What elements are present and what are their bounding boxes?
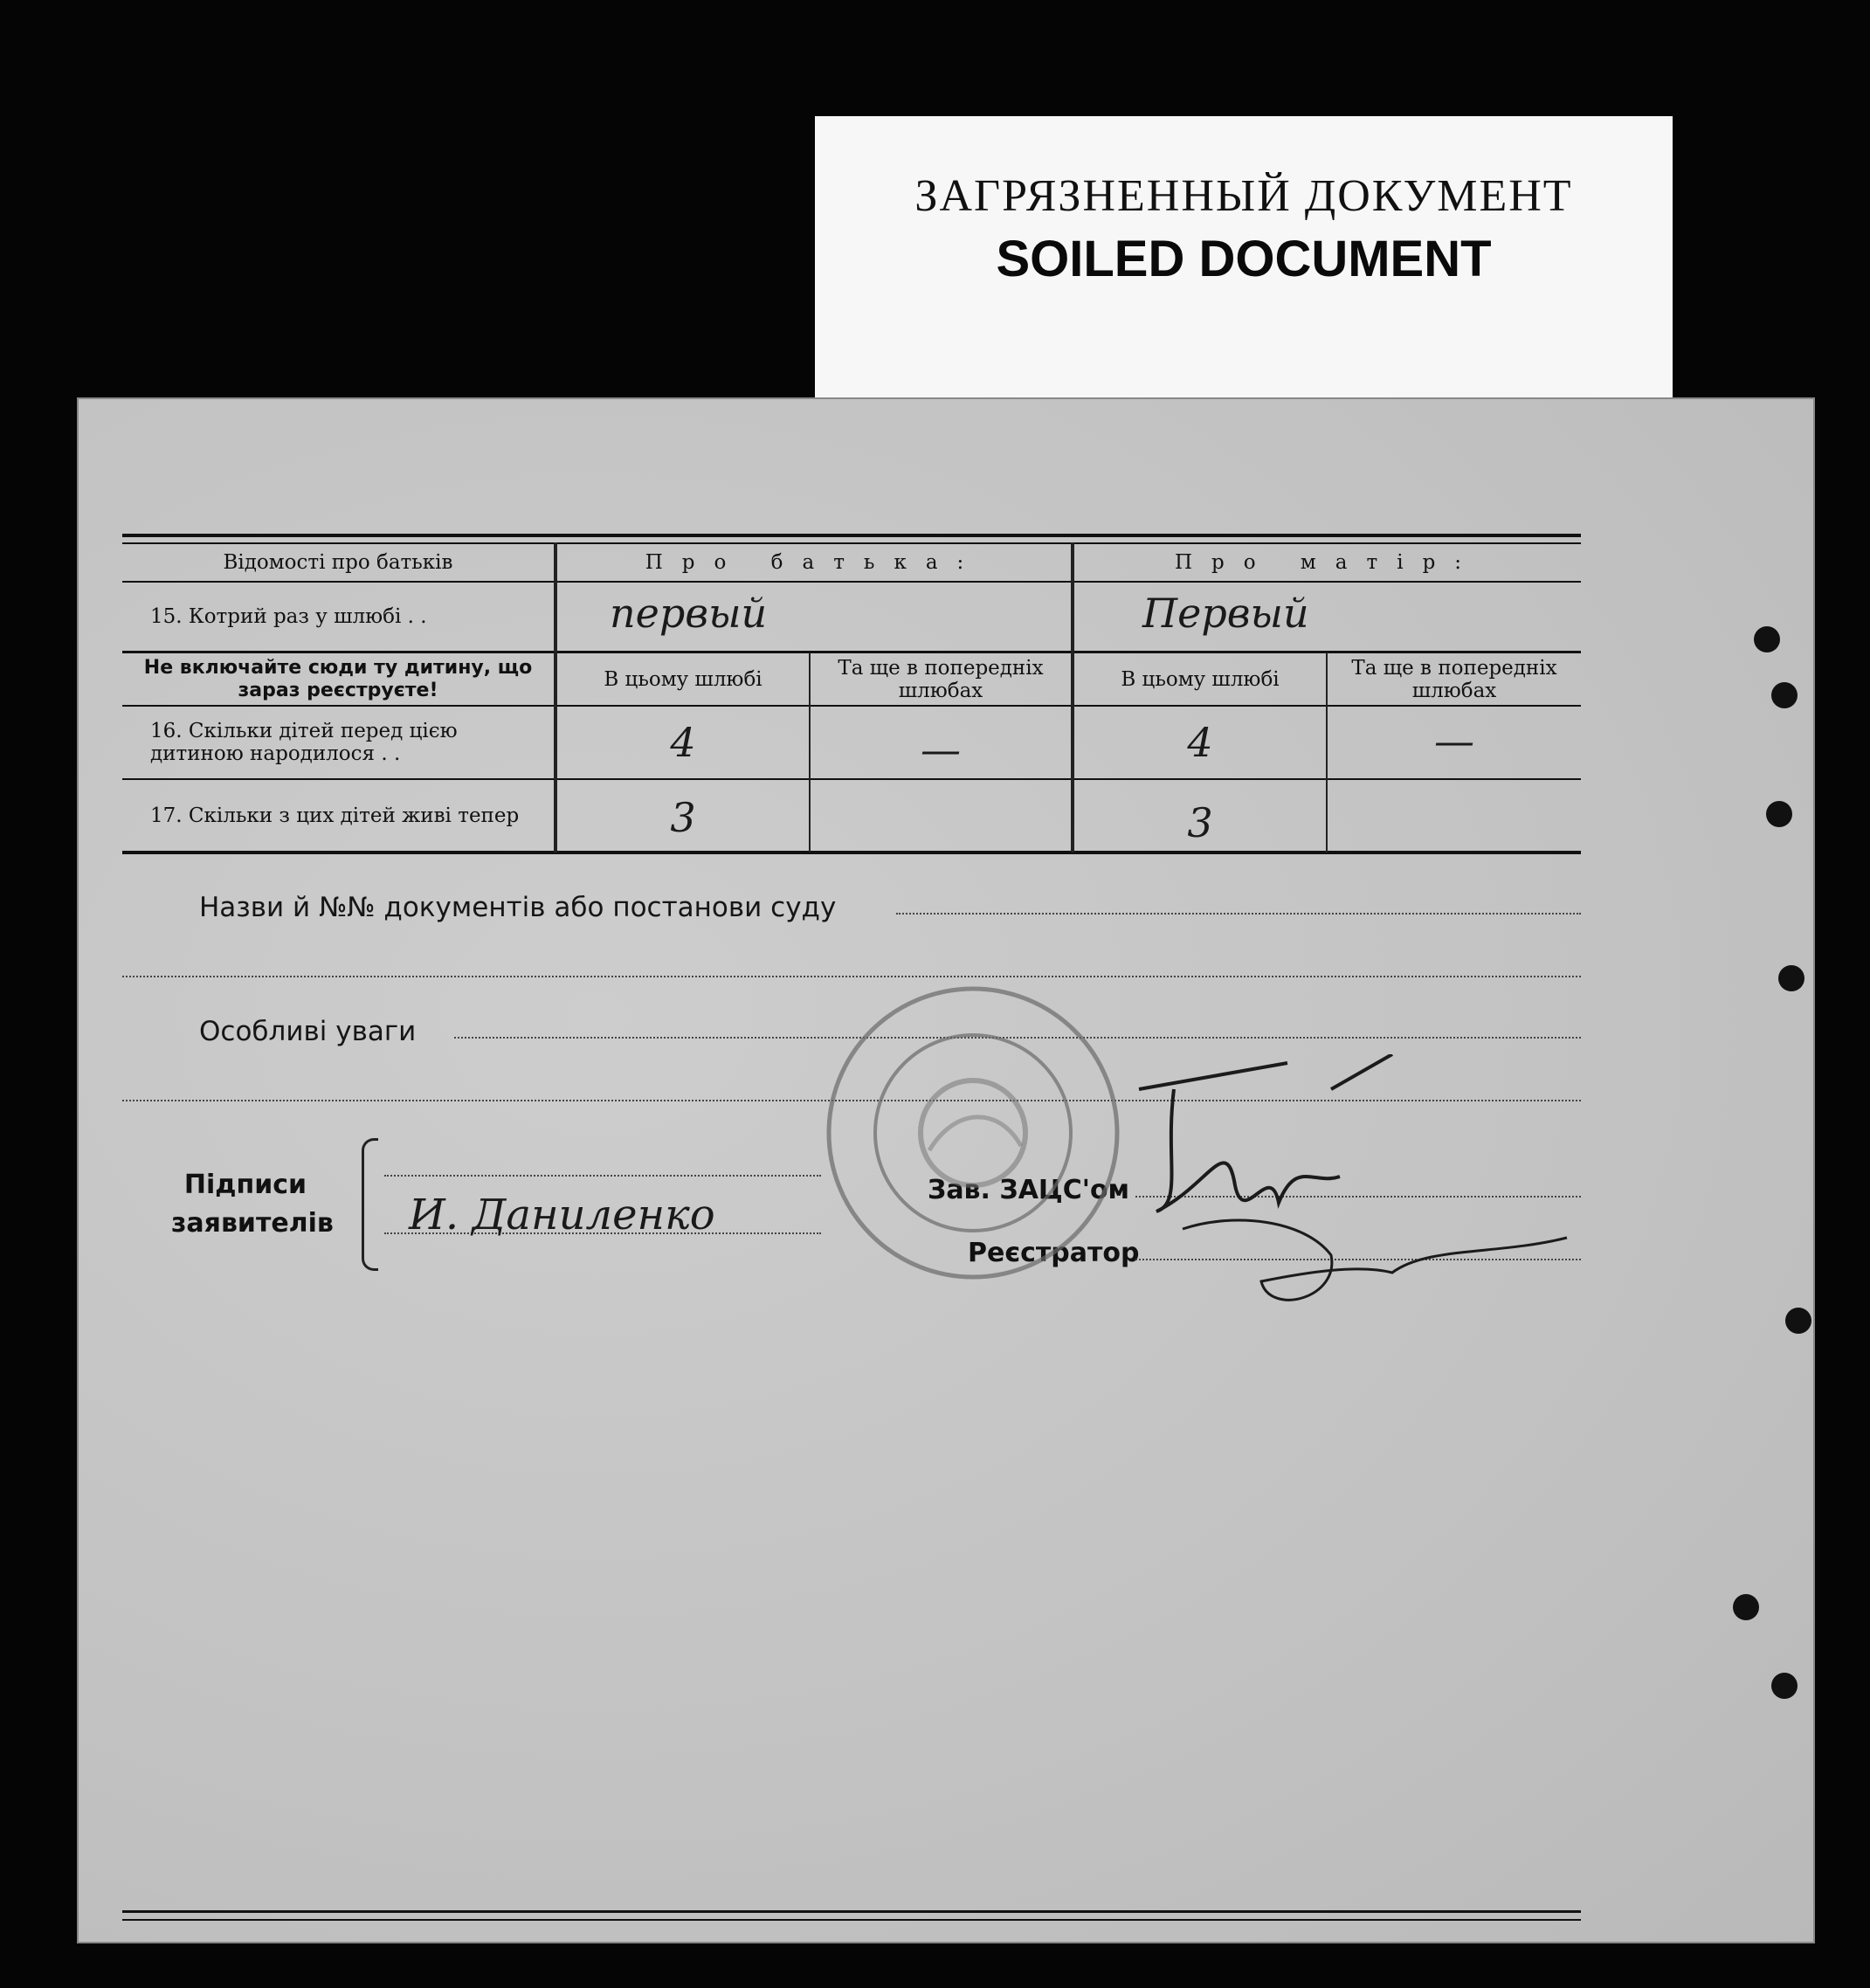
documents-line-2 <box>122 976 1581 977</box>
binding-hole <box>1766 801 1792 827</box>
document-sheet <box>77 397 1815 1943</box>
applicant-signature: И. Даниленко <box>409 1191 715 1239</box>
applicants-signatures-label: Підписи заявителів <box>171 1170 334 1239</box>
table-row15-rule <box>122 651 1581 653</box>
soiled-document-label <box>815 116 1673 409</box>
subheader-mother-previous: Та ще в попередніх шлюбах <box>1351 657 1557 702</box>
row16-mother-this: 4 <box>1187 719 1213 766</box>
sheet-bottom-rule-thin <box>122 1919 1581 1921</box>
subheader-father-previous: Та ще в попередніх шлюбах <box>838 657 1044 702</box>
row16-father-previous: — <box>921 726 961 773</box>
row16-father-this: 4 <box>670 719 696 766</box>
binding-hole <box>1733 1594 1759 1620</box>
applicant-line-1 <box>384 1175 821 1177</box>
table-top-rule <box>122 534 1581 537</box>
registrar-label: Реєстратор <box>968 1238 1140 1268</box>
label-russian: ЗАГРЯЗНЕННЫЙ ДОКУМЕНТ <box>914 171 1573 221</box>
row17-father-this: 3 <box>670 793 696 841</box>
row15-father-value: первый <box>610 590 768 637</box>
header-parents-info: Відомості про батьків <box>223 551 453 574</box>
binding-hole <box>1771 1673 1798 1699</box>
head-signature <box>1130 1054 1584 1334</box>
official-stamp <box>825 984 1121 1281</box>
table-bottom-rule <box>122 851 1581 854</box>
row16-mother-previous: — <box>1434 717 1474 764</box>
binding-hole <box>1754 626 1780 652</box>
head-zags-label: Зав. ЗАЦС'ом <box>928 1175 1130 1205</box>
remarks-label: Особливі уваги <box>199 1016 417 1047</box>
binding-hole <box>1778 965 1804 991</box>
row16-label: 16. Скільки дітей перед цією дитиною народилося . . <box>150 720 458 765</box>
sheet-bottom-rule <box>122 1910 1581 1913</box>
row17-mother-this: 3 <box>1187 798 1213 846</box>
documents-label: Назви й №№ документів або постанови суду <box>199 892 837 923</box>
subheader-mother-this-marriage: В цьому шлюбі <box>1121 668 1280 691</box>
subheader-father-this-marriage: В цьому шлюбі <box>604 668 762 691</box>
label-english: SOILED DOCUMENT <box>996 231 1492 287</box>
binding-hole <box>1785 1308 1811 1334</box>
row15-label: 15. Котрий раз у шлюбі . . <box>150 605 427 628</box>
row15-mother-value: Первый <box>1142 590 1309 637</box>
header-about-mother: Про матір: <box>1174 551 1481 574</box>
subheader-note: Не включайте сюди ту дитину, що зараз реєструєте! <box>143 657 533 701</box>
applicants-brace <box>362 1138 378 1271</box>
documents-line-1 <box>896 913 1581 915</box>
header-about-father: Про батька: <box>645 551 983 574</box>
binding-hole <box>1771 682 1798 708</box>
row17-label: 17. Скільки з цих дітей живі тепер <box>150 804 520 827</box>
